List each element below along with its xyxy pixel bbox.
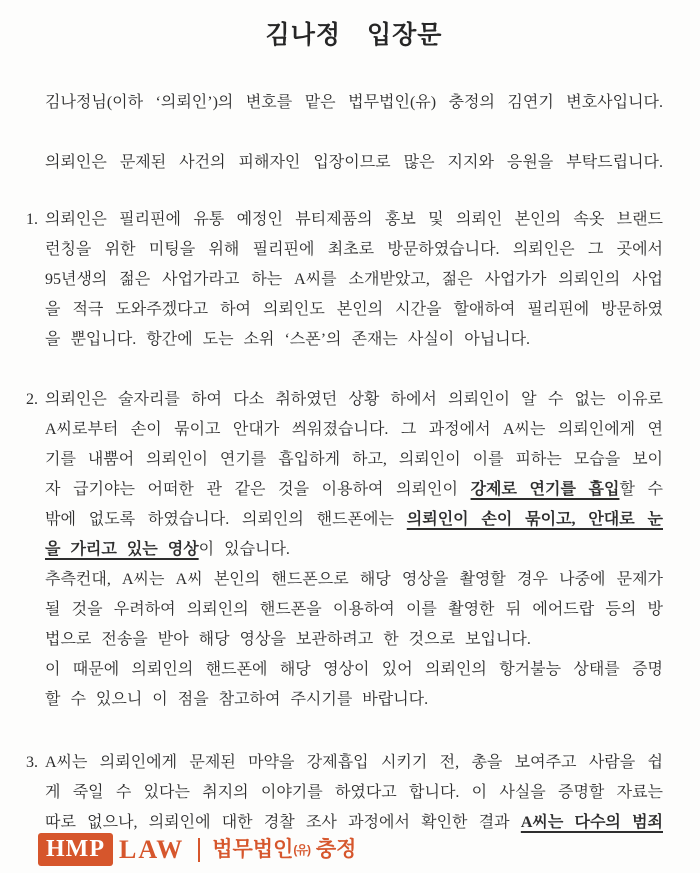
item-2-number: 2.: [26, 391, 38, 408]
statement-item-2: [26, 385, 664, 715]
firm-name-second: 충정: [315, 838, 357, 861]
item-1-line-1: 의뢰인은 필리핀에 유통 예정인 뷰티제품의 홍보 및 의뢰인 본인의 속옷 브랜드: [45, 211, 663, 228]
item-1-line-3: 95년생의 젊은 사업가라고 하는 A씨를 소개받았고, 젊은 사업가가 의뢰인의 사업: [45, 271, 663, 288]
item-1-line-4: 을 적극 도와주겠다고 하여 의뢰인도 본인의 시간을 할애하여 필리핀에 방문하였: [45, 301, 663, 318]
item-3-number: 3.: [26, 754, 38, 771]
item-2-line-4: [45, 475, 663, 505]
item-3-line-2: 게 죽일 수 있다는 취지의 이야기를 하였다고 합니다. 이 사실을 증명할 자료는: [45, 784, 663, 801]
item-3-line-1: A씨는 의뢰인에게 문제된 마약을 강제흡입 시키기 전, 총을 보여주고 사람을 쉽: [45, 754, 663, 771]
document-title: 김나정 입장문: [265, 21, 443, 49]
intro-paragraph-lawyer: 김나정님(이하 ‘의뢰인’)의 변호를 맡은 법무법인(유) 충정의 김연기 변호사입니다.: [45, 94, 663, 111]
item-2-line-2: A씨로부터 손이 묶이고 안대가 씌워졌습니다. 그 과정에서 A씨는 의뢰인에게 연: [45, 421, 663, 438]
item-1-line-2: 런칭을 위한 미팅을 위해 필리핀에 최초로 방문하였습니다. 의뢰인은 그 곳에서: [45, 241, 663, 258]
item-2-line-5-text: 밖에 없도록 하였습니다. 의뢰인의 핸드폰에는: [45, 511, 407, 528]
item-2-line-4-tail: 할 수: [619, 481, 664, 498]
firm-type-suffix: (유): [293, 843, 310, 857]
item-2-line-6: [45, 535, 663, 565]
item-1-line-5: 을 뿐입니다. 항간에 도는 소위 ‘스폰’의 존재는 사실이 아닙니다.: [45, 331, 531, 348]
item-2-line-3: 기를 내뿜어 의뢰인이 연기를 흡입하게 하고, 의뢰인이 이를 피하는 모습을 보이: [45, 451, 663, 468]
emphasis-video-evidence: 을 가리고 있는 영상: [45, 541, 199, 558]
item-2-line-5: [45, 505, 663, 535]
item-2-line-10: 이 때문에 의뢰인의 핸드폰에 해당 영상이 있어 의뢰인의 항거불능 상태를 증명: [45, 661, 663, 678]
emphasis-multiple-crimes: A씨는 다수의 범죄: [520, 814, 663, 831]
item-3-line-3-text: 따로 없으나, 의뢰인에 대한 경찰 조사 과정에서 확인한 결과: [45, 814, 521, 831]
item-2-line-6-tail: 이 있습니다.: [198, 541, 290, 558]
item-2-line-4-text: 자 급기야는 어떠한 관 같은 것을 이용하여 의뢰인이: [45, 481, 471, 498]
firm-name-korean: [212, 839, 356, 860]
emphasis-forced-smoke-inhalation: 강제로 연기를 흡입: [470, 481, 620, 498]
item-1-number: 1.: [26, 211, 38, 228]
law-firm-logo: [38, 833, 366, 866]
firm-name-main: 법무법인: [212, 838, 294, 861]
law-wordmark: LAW: [118, 834, 185, 864]
hmp-logo-mark: HMP: [38, 833, 113, 866]
statement-item-1: [26, 205, 663, 355]
item-2-line-7: 추측컨대, A씨는 A씨 본인의 핸드폰으로 해당 영상을 촬영할 경우 나중에 문제가: [45, 571, 663, 588]
item-2-line-1: 의뢰인은 술자리를 하여 다소 취하였던 상황 하에서 의뢰인이 알 수 없는 이유로: [45, 391, 663, 408]
emphasis-hands-tied-blindfold: 의뢰인이 손이 묶이고, 안대로 눈: [406, 511, 663, 528]
intro-paragraph-support: 의뢰인은 문제된 사건의 피해자인 입장이므로 많은 지지와 응원을 부탁드립니다.: [45, 154, 663, 171]
logo-divider: [198, 838, 200, 862]
item-2-line-11: 할 수 있으니 이 점을 참고하여 주시기를 바랍니다.: [45, 691, 429, 708]
statement-item-3: [26, 748, 663, 838]
item-2-line-9: 법으로 전송을 받아 해당 영상을 보관하려고 한 것으로 보입니다.: [45, 631, 531, 648]
item-2-line-8: 될 것을 우려하여 의뢰인의 핸드폰을 이용하여 이를 촬영한 뒤 에어드랍 등의 방: [45, 601, 663, 618]
